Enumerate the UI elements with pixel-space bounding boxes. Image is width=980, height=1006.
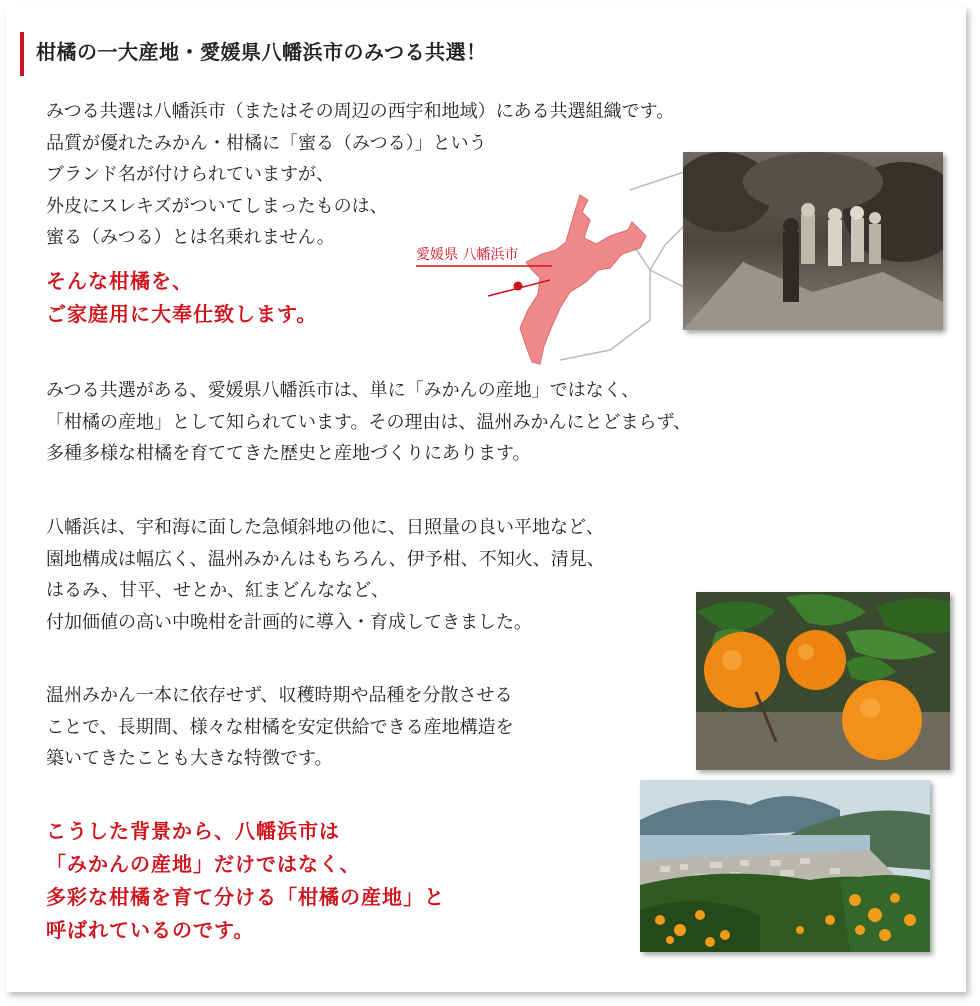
varieties-line: 園地構成は幅広く、温州みかんはもちろん、伊予柑、不知火、清見、: [46, 548, 605, 570]
conclusion-line: 「みかんの産地」だけではなく、: [46, 852, 361, 876]
varieties-paragraph: [46, 512, 605, 638]
intro-line: 蜜る（みつる）とは名乗れません。: [46, 227, 335, 248]
history-line: 多種多様な柑橘を育ててきた歴史と産地づくりにあります。: [46, 443, 531, 464]
conclusion-line: 多彩な柑橘を育て分ける「柑橘の産地」と: [46, 885, 445, 909]
page-title: 柑橘の一大産地・愛媛県八幡浜市のみつる共選！: [20, 32, 487, 76]
history-paragraph: [46, 375, 691, 470]
landscape-photo: [640, 780, 930, 952]
structure-line: 温州みかん一本に依存せず、収穫時期や品種を分散させる: [46, 685, 513, 706]
structure-paragraph: [46, 680, 514, 775]
history-line: みつる共選がある、愛媛県八幡浜市は、単に「みかんの産地」ではなく、: [46, 380, 640, 401]
structure-line: 築いてきたことも大きな特徴です。: [46, 748, 333, 769]
map-label: 愛媛県 八幡浜市: [416, 247, 519, 263]
highlight-line: そんな柑橘を、: [46, 269, 193, 293]
intro-line: 品質が優れたみかん・柑橘に「蜜る（みつる）」という: [46, 132, 487, 154]
intro-line: みつる共選は八幡浜市（またはその周辺の西宇和地域）にある共選組織です。: [46, 101, 675, 122]
yawatahama-marker: [514, 282, 523, 291]
structure-line: ことで、長期間、様々な柑橘を安定供給できる産地構造を: [46, 716, 514, 738]
conclusion-line: 呼ばれているのです。: [46, 918, 255, 942]
highlight-line: ご家庭用に大奉仕致します。: [46, 302, 318, 326]
varieties-line: はるみ、甘平、せとか、紅まどんななど、: [46, 580, 390, 601]
highlight-offer: [46, 265, 317, 331]
highlight-conclusion: [46, 815, 445, 947]
intro-line: 外皮にスレキズがついてしまったものは、: [46, 195, 388, 217]
varieties-line: 八幡浜は、宇和海に面した急傾斜地の他に、日照量の良い平地など、: [46, 517, 604, 538]
history-line: 「柑橘の産地」として知られています。その理由は、温州みかんにとどまらず、: [46, 411, 692, 433]
oranges-photo: [696, 592, 950, 770]
varieties-line: 付加価値の高い中晩柑を計画的に導入・育成してきました。: [46, 611, 532, 633]
conclusion-line: こうした背景から、八幡浜市は: [46, 819, 340, 843]
ehime-map: [410, 150, 700, 375]
intro-line: ブランド名が付けられていますが、: [46, 164, 334, 185]
vintage-photo: [683, 152, 943, 330]
